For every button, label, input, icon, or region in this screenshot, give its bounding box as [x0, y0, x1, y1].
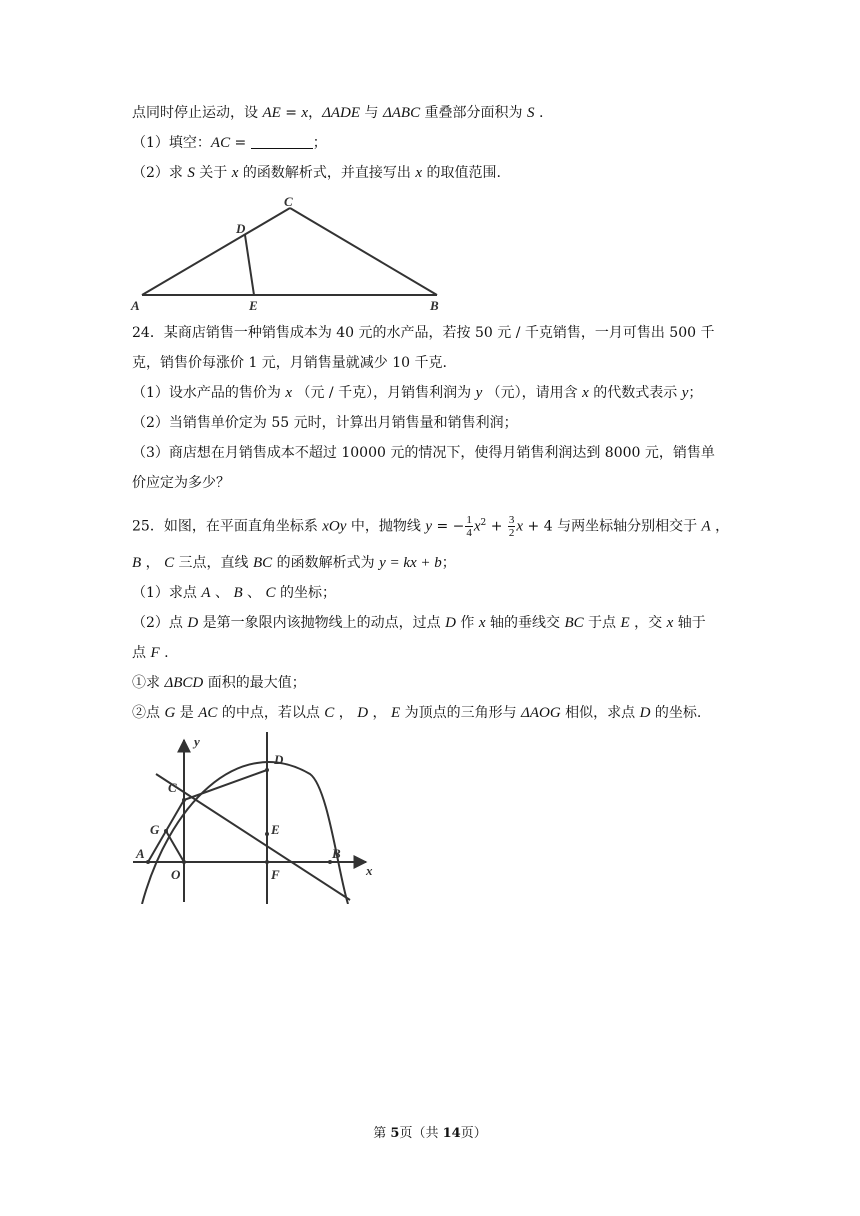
- label-E: E: [249, 298, 258, 313]
- p25-sub2: ②点 G 是 AC 的中点，若以点 C ， D ， E 为顶点的三角形与 ΔAOG 相似，求点 D 的坐标.: [132, 705, 702, 721]
- p24-q1: （1）设水产品的售价为 x （元 / 千克），月销售利润为 y （元），请用含 x 的代数式表示 y；: [132, 385, 703, 401]
- page-footer: 第 5页（共 14页）: [373, 1126, 487, 1141]
- answer-blank: [251, 134, 313, 149]
- page-total: 14: [442, 1126, 461, 1141]
- p24-line2: 克，销售价每涨价 1 元，月销售量就减少 10 千克.: [132, 355, 447, 371]
- p25-sub1: ①求 ΔBCD 面积的最大值；: [132, 675, 306, 691]
- label-B: B: [430, 298, 439, 313]
- label-D: D: [274, 752, 284, 767]
- p25-q2: （2）点 D 是第一象限内该抛物线上的动点，过点 D 作 x 轴的垂线交 BC 于点 E ，交 x 轴于: [132, 615, 706, 631]
- label-O: O: [171, 867, 181, 882]
- label-y: y: [194, 734, 200, 749]
- page-number: 5: [390, 1126, 400, 1141]
- p25-line1: 25．如图，在平面直角坐标系 xOy 中，抛物线 y = − $\frac{1}{4}$ $x^2$ + $\frac{3}{2}$ x + 4 与两坐标轴分别相交于 A ，: [132, 514, 730, 540]
- p24-q3-line2: 价应定为多少？: [132, 475, 230, 491]
- label-x: x: [366, 863, 373, 878]
- label-G: G: [150, 822, 160, 837]
- fraction-one-quarter: $\frac{1}{4}$: [466, 514, 472, 540]
- label-A: A: [136, 846, 145, 861]
- p23-q2: （2）求 S 关于 x 的函数解析式，并直接写出 x 的取值范围.: [132, 165, 501, 181]
- p25-q1: （1）求点 A 、 B 、 C 的坐标；: [132, 585, 336, 601]
- label-F: F: [271, 867, 280, 882]
- p24-line1: 24．某商店销售一种销售成本为 40 元的水产品，若按 50 元 / 千克销售，一月可售出 500 千: [132, 325, 715, 341]
- label-E: E: [271, 822, 280, 837]
- label-C: C: [168, 780, 177, 795]
- p23-q1: （1）填空：AC = ；: [132, 135, 327, 151]
- p23-intro: 点同时停止运动，设 AE = x，ΔADE 与 ΔABC 重叠部分面积为 S .: [132, 105, 544, 121]
- parabola-figure: [128, 732, 388, 904]
- triangle-figure: [128, 190, 458, 316]
- p24-q3-line1: （3）商店想在月销售成本不超过 10000 元的情况下，使得月销售利润达到 8000 元，销售单: [132, 445, 715, 461]
- fraction-three-halves: $\frac{3}{2}$: [508, 514, 515, 540]
- label-D: D: [236, 221, 246, 236]
- p24-q2: （2）当销售单价定为 55 元时，计算出月销售量和销售利润；: [132, 415, 518, 431]
- label-C: C: [284, 194, 293, 209]
- p25-line2: B ， C 三点，直线 BC 的函数解析式为 y = kx + b；: [132, 555, 456, 571]
- p25-q2-line2: 点 F .: [132, 645, 169, 661]
- label-B: B: [332, 846, 341, 861]
- label-A: A: [131, 298, 140, 313]
